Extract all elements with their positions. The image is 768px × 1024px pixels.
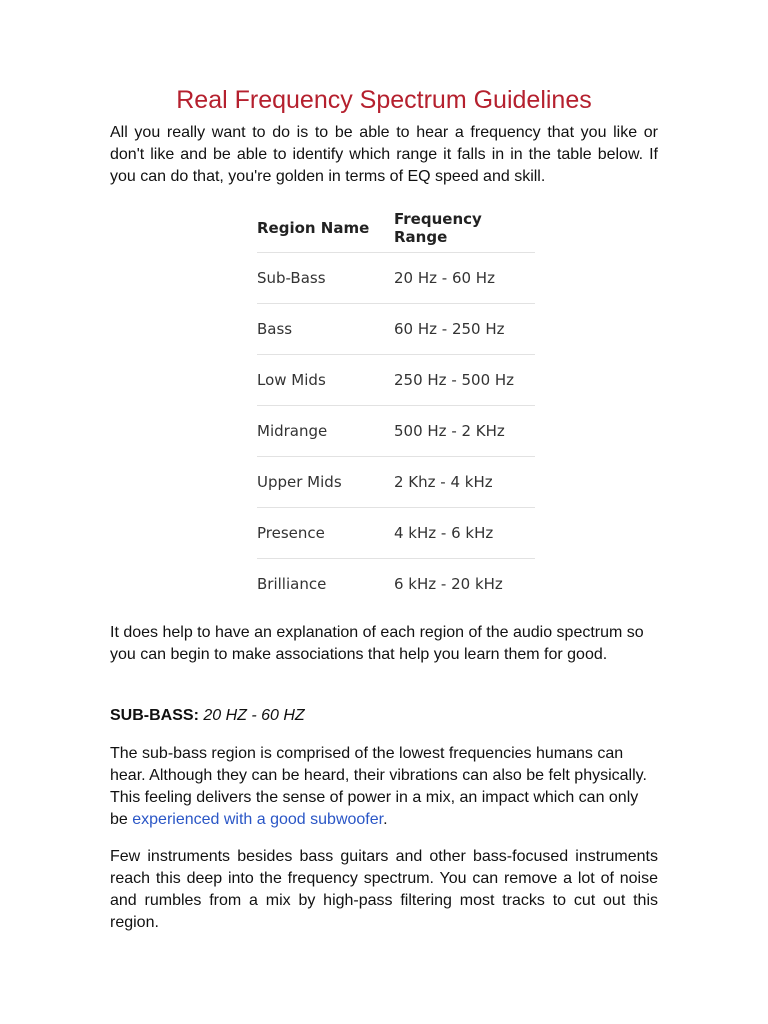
document-page <box>110 84 658 188</box>
region-cell: Midrange <box>257 406 394 457</box>
region-cell: Brilliance <box>257 559 394 610</box>
sub-bass-paragraph-1-text: The sub-bass region is comprised of the lowest frequencies humans can hear. Although they can be heard, their vibrations can also be felt physically. This feeling delivers the sense of power in a mix, an impact which can only be <box>110 745 647 828</box>
range-cell: 60 Hz - 250 Hz <box>394 304 535 355</box>
frequency-table <box>257 204 535 609</box>
table-row <box>257 559 535 610</box>
sub-bass-label: SUB-BASS: <box>110 707 199 724</box>
range-cell: 2 Khz - 4 kHz <box>394 457 535 508</box>
sub-bass-paragraph-1-end: . <box>383 811 388 828</box>
header-frequency-range: Frequency Range <box>394 210 482 246</box>
range-cell: 6 kHz - 20 kHz <box>394 559 535 610</box>
range-cell: 500 Hz - 2 KHz <box>394 406 535 457</box>
header-region-name: Region Name <box>257 219 370 237</box>
table-row <box>257 457 535 508</box>
table-row <box>257 304 535 355</box>
page-title: Real Frequency Spectrum Guidelines <box>176 86 592 114</box>
sub-bass-range: 20 HZ - 60 HZ <box>198 707 305 724</box>
range-cell: 250 Hz - 500 Hz <box>394 355 535 406</box>
range-cell: 20 Hz - 60 Hz <box>394 253 535 304</box>
table-row <box>257 508 535 559</box>
range-cell: 4 kHz - 6 kHz <box>394 508 535 559</box>
region-cell: Bass <box>257 304 394 355</box>
region-cell: Upper Mids <box>257 457 394 508</box>
region-cell: Low Mids <box>257 355 394 406</box>
explanation-paragraph: It does help to have an explanation of each region of the audio spectrum so you can begin to make associations that help you learn them for good. <box>110 624 644 663</box>
table-row <box>257 253 535 304</box>
table-header-row <box>257 204 535 253</box>
sub-bass-heading <box>110 705 658 727</box>
table-row <box>257 355 535 406</box>
region-cell: Sub-Bass <box>257 253 394 304</box>
table-row <box>257 406 535 457</box>
region-cell: Presence <box>257 508 394 559</box>
sub-bass-paragraph-1 <box>110 743 658 831</box>
subwoofer-link[interactable]: experienced with a good subwoofer <box>132 811 384 828</box>
sub-bass-paragraph-2: Few instruments besides bass guitars and other bass-focused instruments reach this deep into the frequency spectrum. You can remove a lot of noise and rumbles from a mix by high-pass filtering most tracks to cut out this region. <box>110 848 658 931</box>
intro-paragraph: All you really want to do is to be able to hear a frequency that you like or don't like and be able to identify which range it falls in in the table below. If you can do that, you're golden in terms of EQ speed and skill. <box>110 124 658 185</box>
